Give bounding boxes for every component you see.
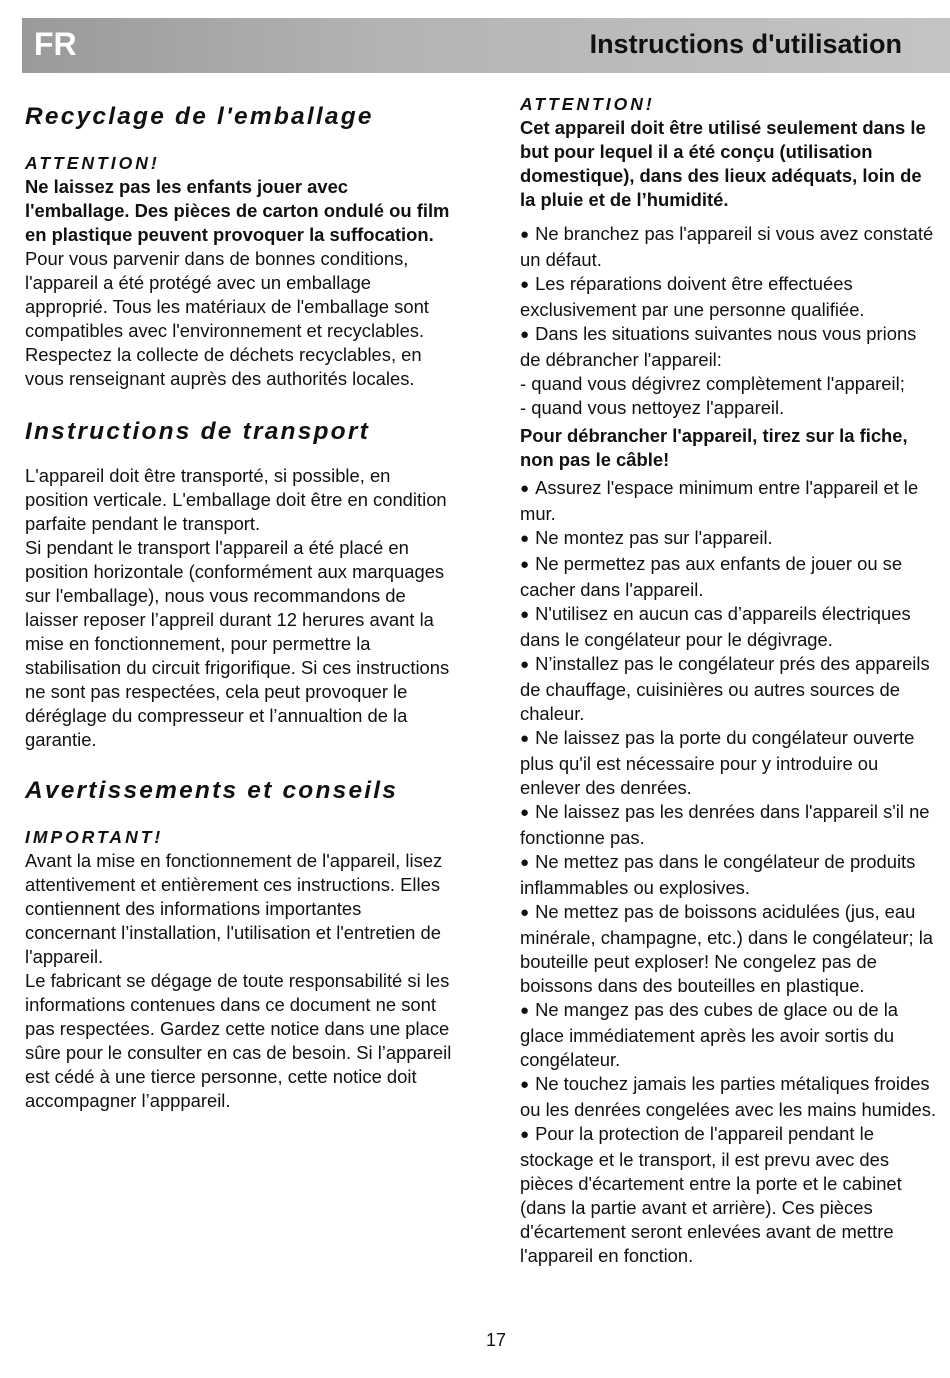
section-title-recycling: Recyclage de l'emballage bbox=[25, 103, 374, 130]
list-item bbox=[520, 272, 940, 322]
dash-list-item: - quand vous dégivrez complètement l'appareil; bbox=[520, 373, 905, 394]
bullet-icon: ● bbox=[520, 730, 530, 747]
list-item bbox=[520, 726, 940, 800]
list-item bbox=[520, 900, 940, 998]
safety-list-a bbox=[520, 222, 940, 372]
list-item-text: Ne touchez jamais les parties métaliques froides ou les denrées congelées avec les mains humides. bbox=[520, 1073, 937, 1120]
bullet-icon: ● bbox=[520, 606, 530, 623]
list-item-text: Ne laissez pas la porte du congélateur ouverte plus qu'il est nécessaire pour y introduire ou enlever des denrées. bbox=[520, 727, 915, 798]
list-item bbox=[520, 800, 940, 850]
bullet-icon: ● bbox=[520, 326, 530, 343]
bullet-icon: ● bbox=[520, 276, 530, 293]
unplug-situations-list bbox=[520, 372, 940, 420]
page-header bbox=[22, 18, 950, 73]
section-title-advice: Avertissements et conseils bbox=[25, 777, 399, 804]
list-item bbox=[520, 602, 940, 652]
unplug-note: Pour débrancher l'appareil, tirez sur la fiche, non pas le câble! bbox=[520, 425, 908, 470]
list-item-text: Ne mettez pas de boissons acidulées (jus, eau minérale, champagne, etc.) dans le congélateur; la bouteille peut exploser! Ne congelez pas de boissons dans des bouteilles en plastique. bbox=[520, 901, 934, 996]
list-item bbox=[520, 552, 940, 602]
list-item bbox=[520, 1072, 940, 1122]
list-item bbox=[520, 652, 940, 726]
page-number: 17 bbox=[486, 1330, 507, 1350]
bullet-icon: ● bbox=[520, 480, 530, 497]
bullet-icon: ● bbox=[520, 854, 530, 871]
bullet-icon: ● bbox=[520, 656, 530, 673]
list-item-text: Ne permettez pas aux enfants de jouer ou se cacher dans l'appareil. bbox=[520, 553, 903, 600]
list-item-text: Assurez l'espace minimum entre l'appareil et le mur. bbox=[520, 477, 919, 524]
list-item-text: N’installez pas le congélateur prés des appareils de chauffage, cuisinières ou autres sources de chaleur. bbox=[520, 653, 930, 724]
bullet-icon: ● bbox=[520, 226, 530, 243]
bullet-icon: ● bbox=[520, 1002, 530, 1019]
right-column bbox=[520, 92, 940, 1268]
language-code: FR bbox=[34, 26, 77, 62]
important-label: IMPORTANT! bbox=[25, 827, 164, 847]
list-item bbox=[520, 322, 940, 372]
attention-label: ATTENTION! bbox=[25, 153, 160, 173]
list-item bbox=[520, 1122, 940, 1268]
bullet-icon: ● bbox=[520, 530, 530, 547]
bullet-icon: ● bbox=[520, 904, 530, 921]
page-header-title: Instructions d'utilisation bbox=[589, 29, 902, 59]
list-item-text: Dans les situations suivantes nous vous prions de débrancher l'appareil: bbox=[520, 323, 917, 370]
transport-paragraph-1: L'appareil doit être transporté, si possible, en position verticale. L'emballage doit être en condition parfaite pendant le transport. bbox=[25, 465, 447, 534]
transport-paragraph-2: Si pendant le transport l'appareil a été placé en position horizontale (conformément aux marquages sur l'emballage), nous vous recommandons de laisser reposer l’appreil durant 12 herures avant la mise en fonctionnement, pour permettre la stabilisation du circuit frigorifique. Si ces instructions ne sont pas respectées, cela peut provoquer le déréglage du compresseur et l’annualtion de la garantie. bbox=[25, 537, 450, 750]
list-item-text: Ne laissez pas les denrées dans l'appareil s'il ne fonctionne pas. bbox=[520, 801, 930, 848]
bullet-icon: ● bbox=[520, 1126, 530, 1143]
dash-list-item: - quand vous nettoyez l'appareil. bbox=[520, 397, 785, 418]
list-item-text: Pour la protection de l'appareil pendant le stockage et le transport, il est prevu avec des pièces d'écartement entre la porte et le cabinet (dans la partie avant et arrière). Ces pièces d'écartement seront enlevées avant de mettre l'appareil en fonction. bbox=[520, 1123, 902, 1266]
list-item bbox=[520, 850, 940, 900]
list-item-text: Ne montez pas sur l'appareil. bbox=[535, 527, 773, 548]
list-item bbox=[520, 526, 940, 552]
usage-warning: Cet appareil doit être utilisé seulement dans le but pour lequel il a été conçu (utilisation domestique), dans des lieux adéquats, loin de la pluie et de l’humidité. bbox=[520, 117, 926, 210]
bullet-icon: ● bbox=[520, 556, 530, 573]
list-item-text: Ne mettez pas dans le congélateur de produits inflammables ou explosives. bbox=[520, 851, 916, 898]
recycling-warning: Ne laissez pas les enfants jouer avec l'emballage. Des pièces de carton ondulé ou film en plastique peuvent provoquer la suffocation. bbox=[25, 176, 450, 245]
left-column bbox=[25, 100, 455, 1113]
advice-paragraph-2: Le fabricant se dégage de toute responsabilité si les informations contenues dans ce document ne sont pas respectées. Gardez cette notice dans une place sûre pour le consulter en cas de besoin. Si l’appareil est cédé à une tierce personne, cette notice doit accompagner l’apppareil. bbox=[25, 970, 452, 1111]
list-item bbox=[520, 476, 940, 526]
list-item bbox=[520, 998, 940, 1072]
section-title-transport: Instructions de transport bbox=[25, 418, 370, 445]
safety-list-b bbox=[520, 476, 940, 1268]
list-item-text: Ne mangez pas des cubes de glace ou de la glace immédiatement après les avoir sortis du congélateur. bbox=[520, 999, 899, 1070]
attention-label: ATTENTION! bbox=[520, 94, 655, 114]
advice-paragraph-1: Avant la mise en fonctionnement de l'appareil, lisez attentivement et entièrement ces instructions. Elles contiennent des informations importantes concernant l’installation, l'utilisation et l'entretien de l'appareil. bbox=[25, 850, 443, 967]
recycling-text: Pour vous parvenir dans de bonnes conditions, l'appareil a été protégé avec un emballage approprié. Tous les matériaux de l'emballage sont compatibles avec l'environnement et recyclables. Respectez la collecte de déchets recyclables, en vous renseignant auprès des authorités locales. bbox=[25, 248, 429, 389]
list-item-text: N'utilisez en aucun cas d’appareils électriques dans le congélateur pour le dégivrage. bbox=[520, 603, 911, 650]
bullet-icon: ● bbox=[520, 804, 530, 821]
list-item-text: Ne branchez pas l'appareil si vous avez constaté un défaut. bbox=[520, 223, 934, 270]
list-item bbox=[520, 222, 940, 272]
bullet-icon: ● bbox=[520, 1076, 530, 1093]
list-item-text: Les réparations doivent être effectuées exclusivement par une personne qualifiée. bbox=[520, 273, 865, 320]
